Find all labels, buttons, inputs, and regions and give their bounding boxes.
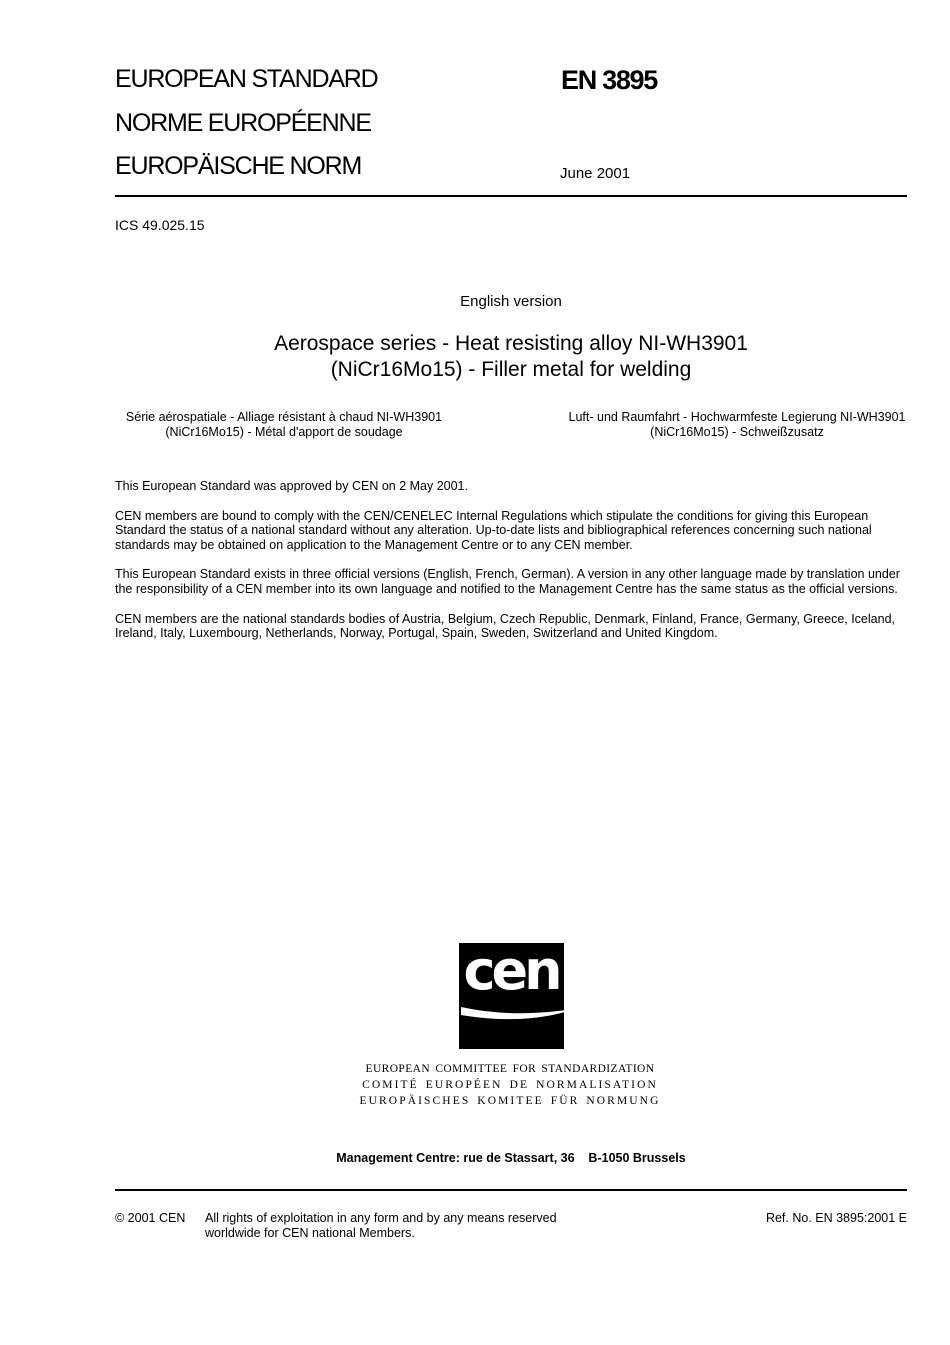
paragraph-regulations: CEN members are bound to comply with the CEN/CENELEC Internal Regulations which stipulate the conditions for giving this European Standard the status of a national standard without any alteration. Up-to-date lists and bibliographical references concerning such national standards may be obtained on application to the Management Centre or to any CEN member. [115,508,872,552]
document-title [115,331,907,383]
paragraph-approval: This European Standard was approved by CEN on 2 May 2001. [115,479,468,493]
document-title-line-2: (NiCr16Mo15) - Filler metal for welding [330,358,692,381]
publication-date: June 2001 [560,165,631,182]
cen-logo-icon [457,943,579,1051]
approval-text [115,479,907,656]
management-centre-address: Management Centre: rue de Stassart, 36 B-1050 Brussels [336,1151,686,1165]
copyright-notice: © 2001 CEN [115,1211,186,1225]
ics-code: ICS 49.025.15 [115,217,205,233]
cen-logo-text: cen [463,943,559,1002]
committee-name-german: EUROPÄISCHES KOMITEE FÜR NORMUNG [359,1095,661,1107]
standard-number: EN 3895 [561,65,657,95]
document-title-line-1: Aerospace series - Heat resisting alloy NI-WH3901 [274,332,748,355]
standard-name-german: EUROPÄISCHE NORM [115,152,362,180]
paragraph-members: CEN members are the national standards bodies of Austria, Belgium, Czech Republic, Denmark, Finland, France, Germany, Greece, Iceland, Ireland, Italy, Luxembourg, Netherlands, Norway, Portugal, Spain, Sweden, Switzerland and United Kingdom. [115,611,895,641]
rights-statement: All rights of exploitation in any form and by any means reserved worldwide for CEN national Members. [205,1211,557,1240]
standard-name-english: EUROPEAN STANDARD [115,65,378,93]
standard-name-french: NORME EUROPÉENNE [115,109,371,137]
header-divider [115,195,907,197]
title-german: Luft- und Raumfahrt - Hochwarmfeste Legierung NI-WH3901 (NiCr16Mo15) - Schweißzusatz [568,410,906,439]
reference-number: Ref. No. EN 3895:2001 E [765,1211,907,1225]
committee-name-french: COMITÉ EUROPÉEN DE NORMALISATION [362,1079,658,1091]
committee-name-english: EUROPEAN COMMITTEE FOR STANDARDIZATION [365,1063,655,1075]
title-french: Série aérospatiale - Alliage résistant à chaud NI-WH3901 (NiCr16Mo15) - Métal d'apport de soudage [125,410,443,439]
footer-divider [115,1189,907,1191]
language-version: English version [460,293,562,310]
paragraph-official-versions: This European Standard exists in three official versions (English, French, German). A version in any other language made by translation under the responsibility of a CEN member into its own language and notified to the Management Centre has the same status as the official versions. [115,567,900,596]
